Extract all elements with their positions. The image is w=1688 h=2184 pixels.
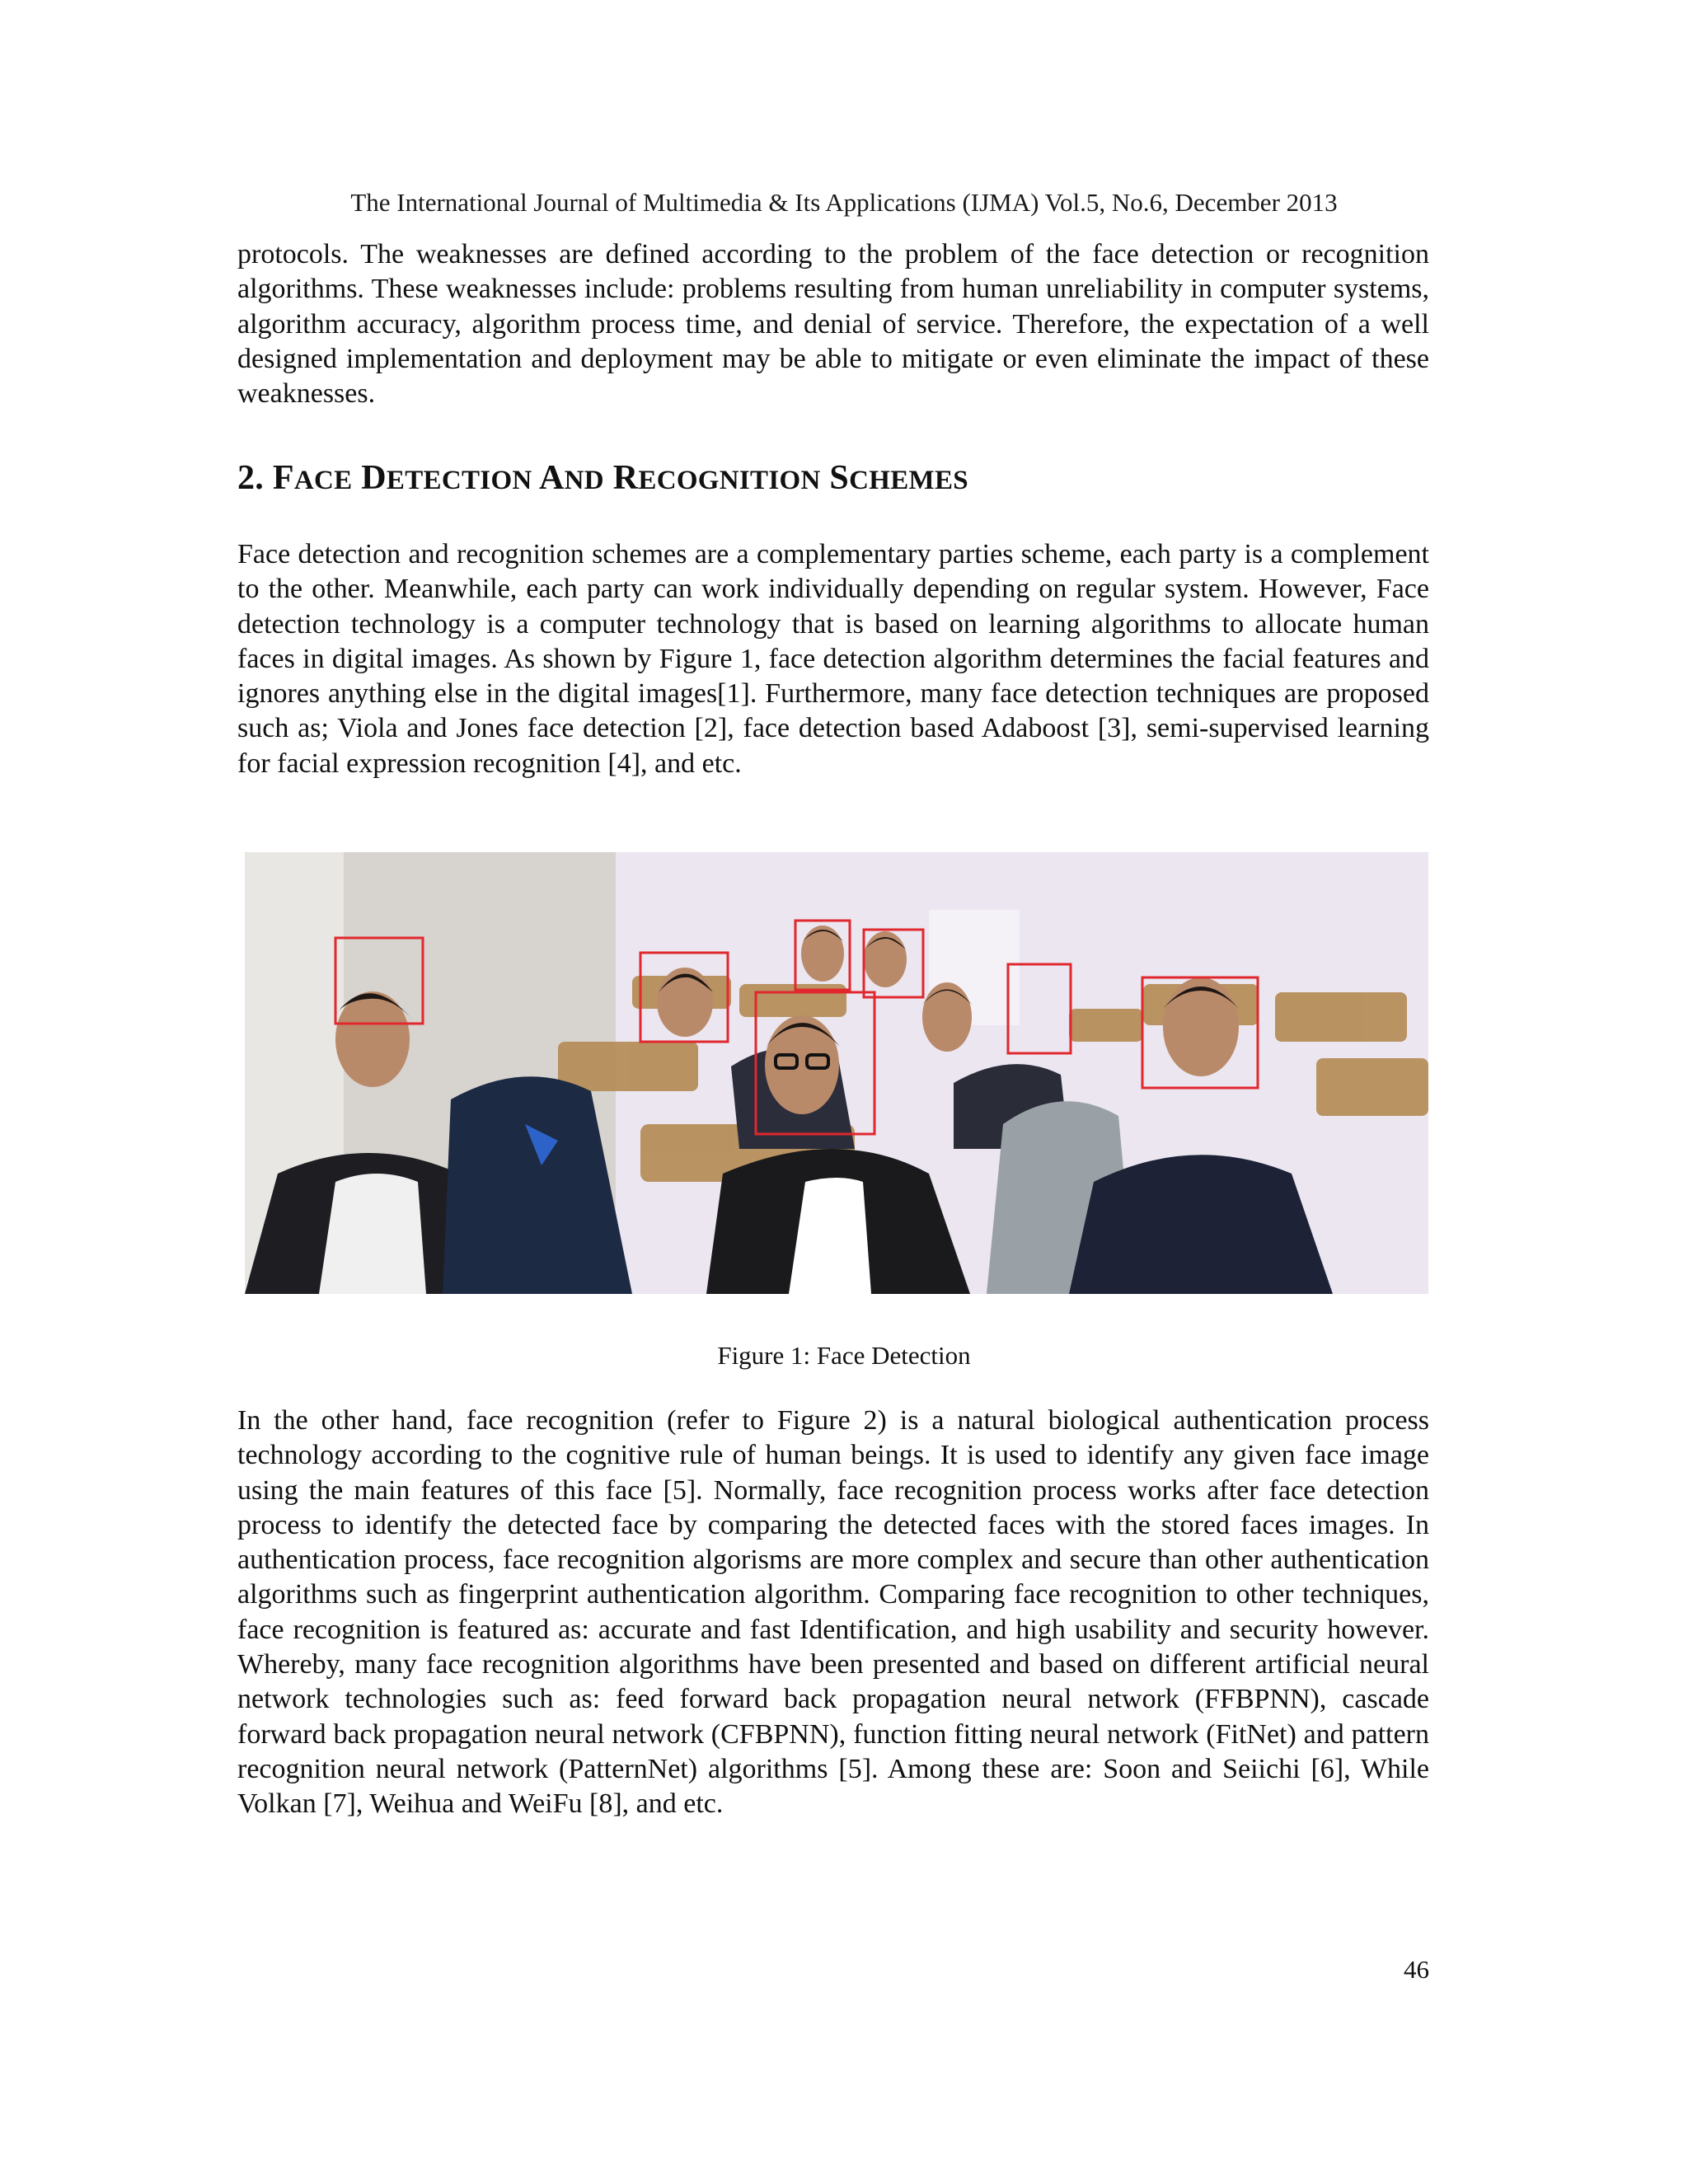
heading-word-detection: DETECTION: [361, 459, 532, 497]
classroom-photo: [245, 852, 1428, 1294]
heading-word-face: FACE: [272, 459, 353, 497]
heading-word-and: AND: [539, 459, 604, 497]
paragraph-intro: protocols. The weaknesses are defined according to the problem of the face detection or recognition algorithms. These weaknesses include: problems resulting from human unreliability in computer systems, algorithm accuracy, algorithm process time, and denial of service. Therefore, the expectation of a well designed implementation and deployment may be able to mitigate or even eliminate the impact of these weaknesses.: [237, 239, 1429, 410]
page-number: 46: [1404, 1955, 1429, 1984]
section-number: 2.: [237, 459, 265, 497]
figure-caption: Figure 1: Face Detection: [717, 1341, 971, 1370]
running-header: The International Journal of Multimedia & Its Applications (IJMA) Vol.5, No.6, December 2013: [350, 188, 1338, 217]
heading-word-recognition: RECOGNITION: [612, 459, 821, 497]
figure-face-detection-photo: [245, 852, 1428, 1294]
heading-word-schemes: SCHEMES: [829, 459, 968, 497]
paragraph-face-detection: Face detection and recognition schemes are a complementary parties scheme, each party is a complement to the other. Meanwhile, each party can work individually depending on regular system. However, Face detection technology is a computer technology that is based on learning algorithms to allocate human faces in digital images. As shown by Figure 1, face detection algorithm determines the facial features and ignores anything else in the digital images[1]. Furthermore, many face detection techniques are proposed such as; Viola and Jones face detection [2], face detection based Adaboost [3], semi-supervised learning for facial expression recognition [4], and etc.: [237, 539, 1429, 779]
paragraph-face-recognition: In the other hand, face recognition (refer to Figure 2) is a natural biological authentication process technology according to the cognitive rule of human beings. It is used to identify any given face image using the main features of this face [5]. Normally, face recognition process works after face detection process to identify the detected face by comparing the detected faces with the stored faces images. In authentication process, face recognition algorisms are more complex and secure than other authentication algorithms such as fingerprint authentication algorithm. Comparing face recognition to other techniques, face recognition is featured as: accurate and fast Identification, and high usability and security however. Whereby, many face recognition algorithms have been presented and based on different artificial neural network technologies such as: feed forward back propagation neural network (FFBPNN), cascade forward back propagation neural network (CFBPNN), function fitting neural network (FitNet) and pattern recognition neural network (PatternNet) algorithms [5]. Among these are: Soon and Seiichi [6], While Volkan [7], Weihua and WeiFu [8], and etc.: [237, 1405, 1429, 1820]
section-heading: [237, 457, 1429, 501]
